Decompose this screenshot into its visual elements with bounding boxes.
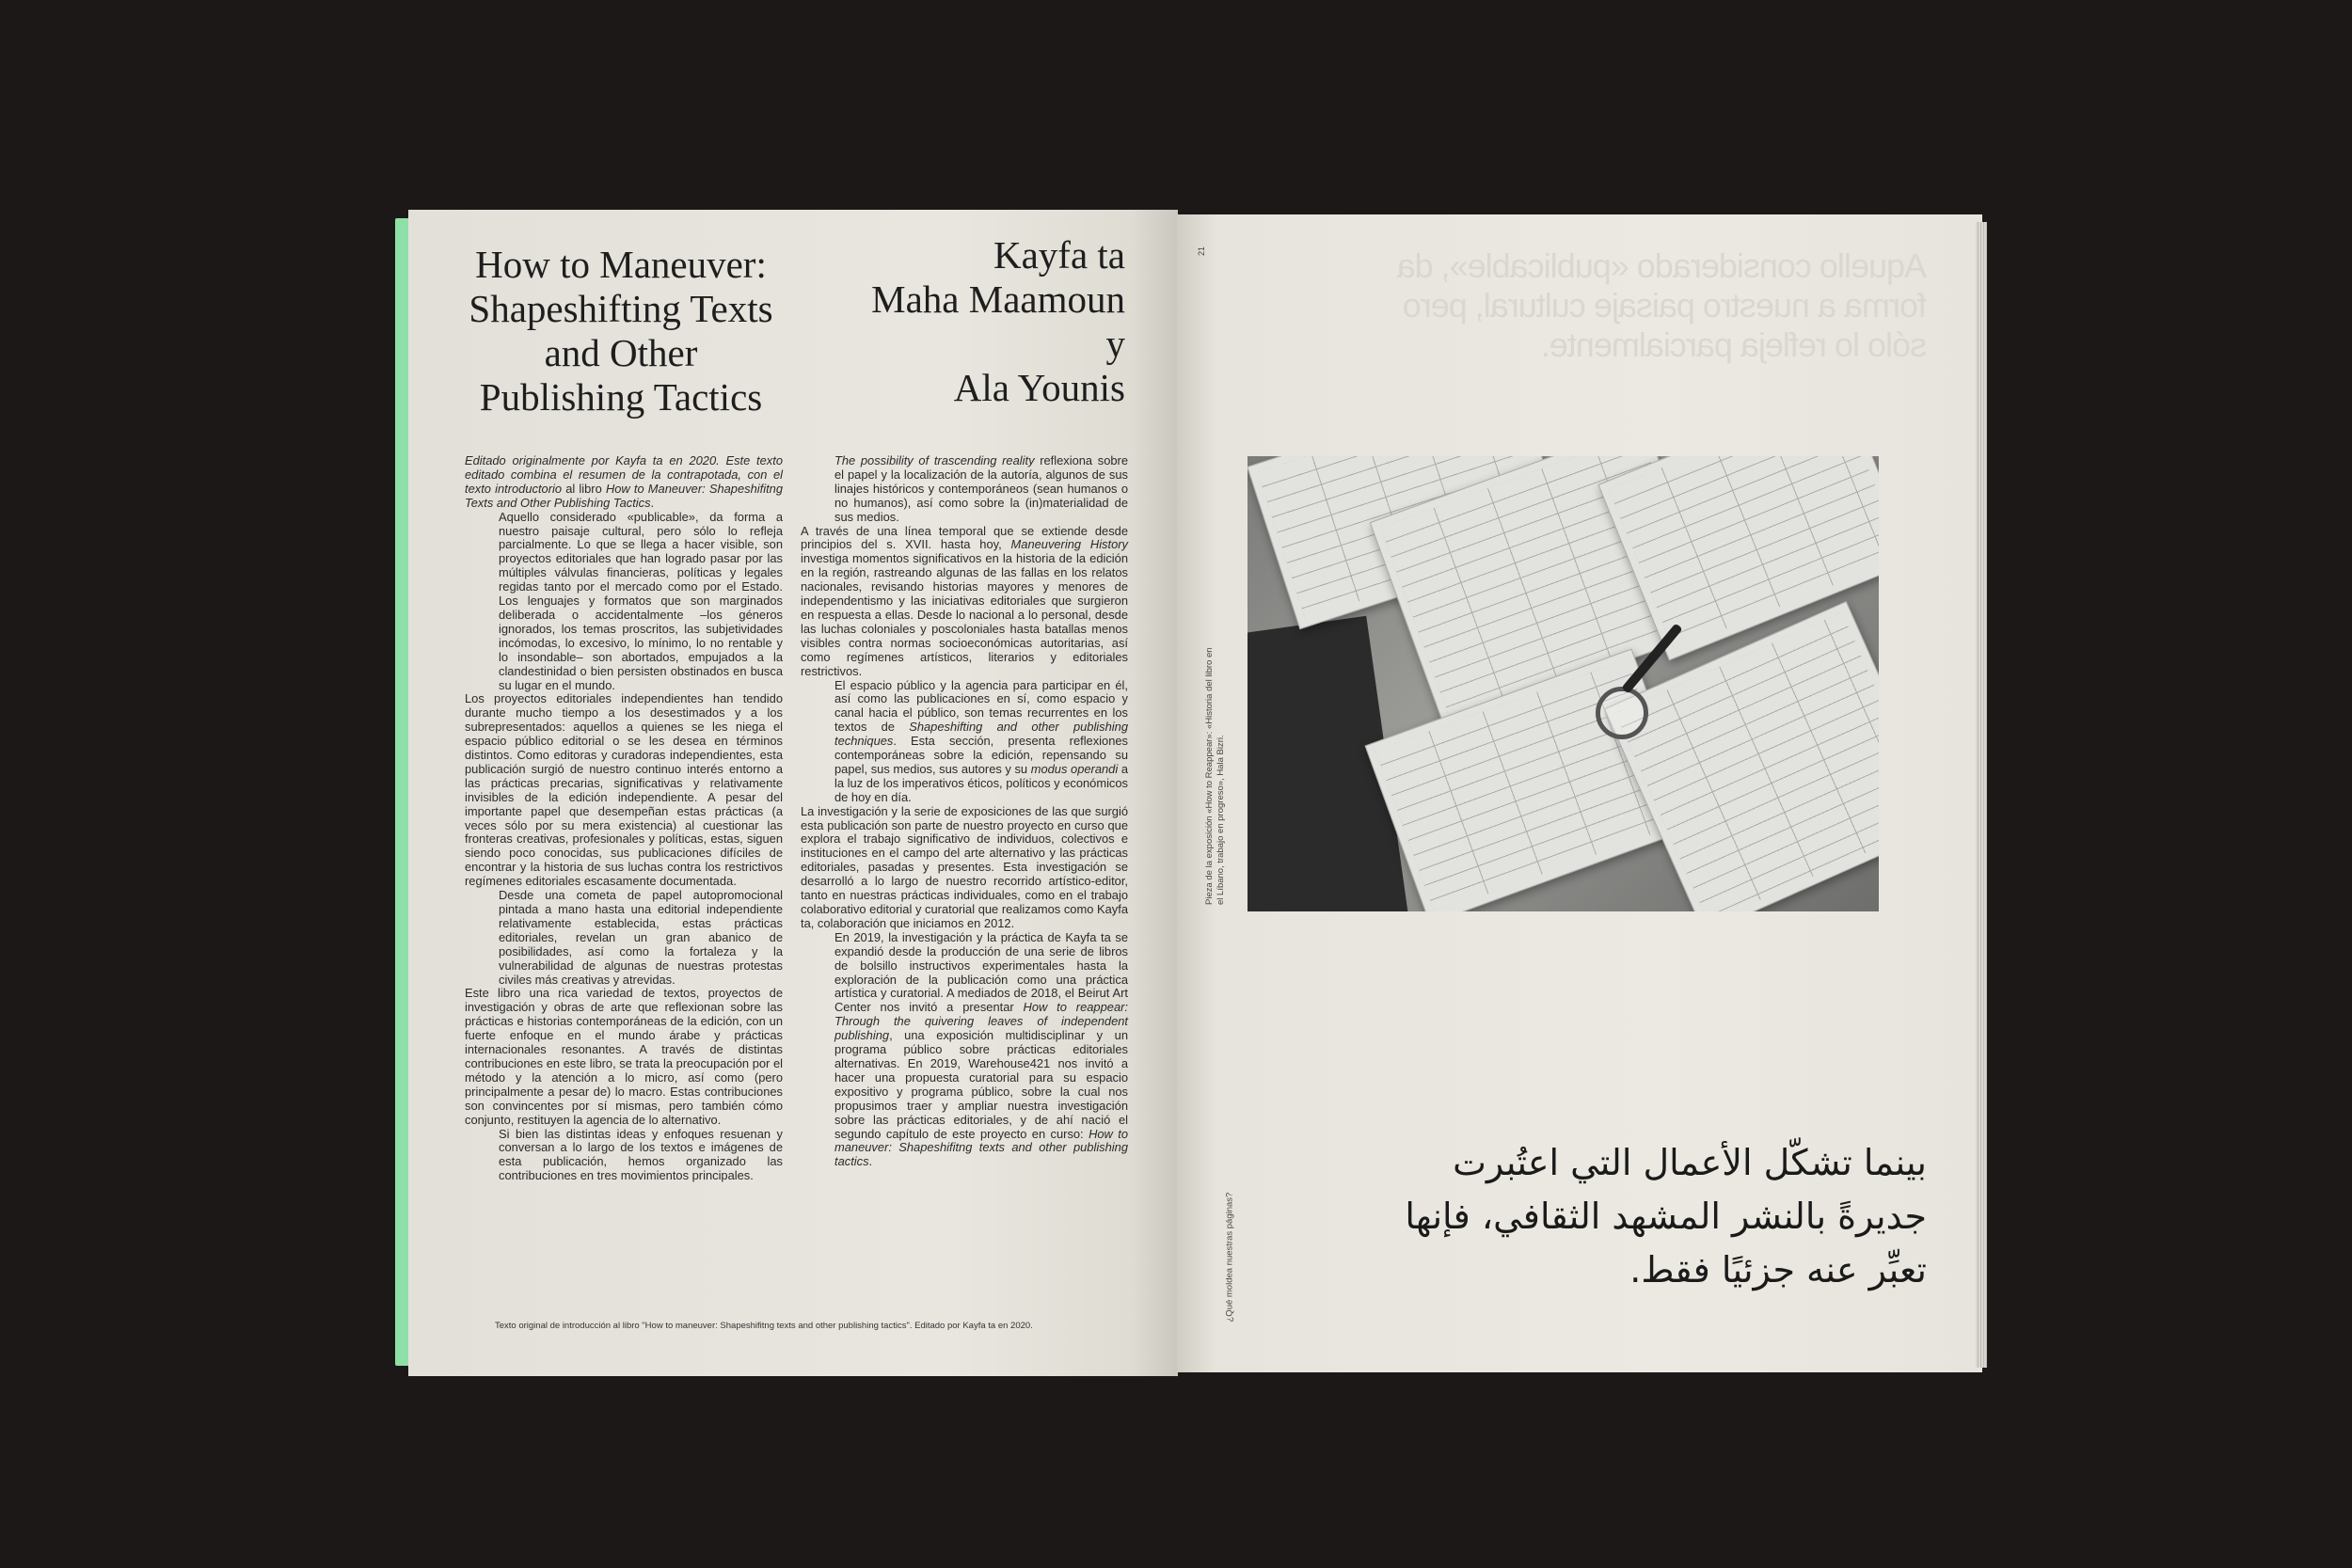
title-line: Shapeshifting Texts bbox=[469, 287, 773, 330]
arabic-pull-quote bbox=[1405, 1136, 1927, 1297]
body-column-right bbox=[801, 454, 1128, 1169]
paragraph bbox=[499, 889, 783, 987]
article-title bbox=[465, 243, 777, 420]
paragraph bbox=[801, 805, 1128, 931]
text: El espacio público y la agencia para participar en él, así como las publicaciones en sí, como espacio y canal hacia el público, son temas recurrentes en los textos de bbox=[834, 677, 1128, 735]
paragraph bbox=[834, 931, 1128, 1169]
paragraph bbox=[834, 454, 1128, 525]
arabic-line: بينما تشكّل الأعمال التي اعتُبرت bbox=[1453, 1142, 1927, 1183]
body-column-left bbox=[465, 454, 783, 1183]
author-line: Maha Maamoun bbox=[871, 277, 1125, 321]
text: . Esta sección, presenta reflexiones contemporáneas sobre la edición, repensando su papel, sus medios, sus autores y su bbox=[834, 734, 1128, 776]
page-stack-edge bbox=[1976, 222, 1987, 1368]
title-line: How to Maneuver: bbox=[475, 243, 767, 286]
italic-text: modus operandi bbox=[1030, 761, 1119, 776]
text: , una exposición multidisciplinar y un programa público sobre prácticas editoriales alternativas. En 2019, Warehouse421 nos invitó a hacer una propuesta curatorial para su espacio expositivo y programa público, sobre la cual nos propusimos traer y ampliar nuestra investigación sobre las prácticas editoriales, y de ahí nació el segundo capítulo de este proyecto en curso: bbox=[834, 1028, 1128, 1141]
italic-text: Maneuvering History bbox=[1010, 537, 1128, 552]
side-question: ¿Qué moldea nuestras páginas? bbox=[1224, 1192, 1235, 1323]
italic-text: How to Maneuver: Shapeshifitng Texts and Other Publishing Tactics bbox=[465, 481, 783, 510]
paragraph bbox=[465, 454, 783, 511]
paragraph bbox=[465, 987, 783, 1127]
author-line: y bbox=[1105, 322, 1125, 365]
italic-text: How to maneuver: Shapeshifitng texts and other publishing tactics bbox=[834, 1126, 1129, 1169]
paragraph bbox=[801, 525, 1128, 679]
text: Si bien las distintas ideas y enfoques resuenan y conversan a lo largo de los textos e imágenes de esta publicación, hemos organizado las contribuciones en tres movimientos principales. bbox=[499, 1126, 783, 1183]
author-line: Kayfa ta bbox=[993, 233, 1125, 277]
paragraph bbox=[499, 1128, 783, 1184]
photo-caption: Pieza de la exposición «How to Reappear»: «Historia del libro en el Líbano, trabajo en progreso», Hala Bizri. bbox=[1204, 647, 1226, 905]
text: Aquello considerado «publicable», da forma a nuestro paisaje cultural, pero sólo lo refleja parcialmente. Lo que se llega a hacer visible, son proyectos editoriales que han logrado pasar por las múltiples válvulas financieras, políticas y legales regidas tanto por el mercado como por el Estado. Los lenguajes y formatos que son marginados deliberada o accidentalmente –los géneros ignorados, los temas proscritos, las subjetividades incómodas, lo excesivo, lo mínimo, lo no rentable y lo insondable– son abortados, empujados a la clandestinidad o bien persisten obstinados en busca su lugar en el mundo. bbox=[499, 509, 783, 692]
arabic-line: تعبِّر عنه جزئيًا فقط. bbox=[1629, 1249, 1927, 1291]
italic-text: Editado originalmente por Kayfa ta en 2020. Este texto editado combina el resumen de la contrapotada, con el texto introductorio bbox=[465, 453, 783, 496]
text: reflexiona sobre el papel y la localización de la autoría, algunos de sus linajes históricos y contemporáneos (sean humanos o no humanos), así como sobre la (in)materialidad de sus medios. bbox=[834, 453, 1128, 524]
author-line: Ala Younis bbox=[953, 366, 1125, 409]
show-through-text: Aquello considerado «publicable», da forma a nuestro paisaje cultural, pero sólo lo refleja parcialmente. bbox=[1397, 246, 1927, 364]
text: Los proyectos editoriales independientes han tendido durante mucho tiempo a los desestimados y a los subrepresentados: aquellos a quienes se les niega el espacio público editorial o se les desea en términos distintos. Como editoras y curadoras independientes, esta publicación surgió de nuestro continuo interés entorno a las prácticas precarias, significativas y relativamente invisibles de la edición independiente. A pesar del importante papel que desempeñan estas prácticas (a veces sólo por su mera existencia) al cuestionar las fronteras creativas, profesionales y políticas, estas, siguen siendo poco conocidas, sus publicaciones difíciles de encontrar y la historia de sus luchas contra los restrictivos regímenes editoriales escasamente documentada. bbox=[465, 691, 783, 889]
text: . bbox=[650, 495, 655, 510]
title-line: Publishing Tactics bbox=[479, 375, 763, 419]
text: al libro bbox=[562, 481, 606, 496]
text: Este libro una rica variedad de textos, proyectos de investigación y obras de arte que reflexionan sobre las prácticas e historias contemporáneas de la edición, con un fuerte enfoque en el mundo árabe y prácticas internacionales resonantes. A través de distintas contribuciones en este libro, se trata la preocupación por el método y la atención a lo micro, así como (pero principalmente a pesar de) lo macro. Estas contribuciones son convincentes por sí mismas, pero también cómo conjunto, restituyen la agencia de lo alternativo. bbox=[465, 986, 783, 1127]
italic-text: Shapeshifting and other publishing techniques bbox=[834, 720, 1128, 749]
text: investiga momentos significativos en la historia de la edición en la región, rastreando algunas de las fallas en los relatos nacionales, revisando historias mayores y menores de independentismo y las iniciativas editoriales que surgieron en respuesta a ellas. Desde lo nacional a lo personal, desde las luchas coloniales y poscoloniales hasta batallas menos visibles contra normas socioeconómicas autoritarias, así como regímenes artísticos, literarios y editoriales restrictivos. bbox=[801, 551, 1128, 678]
text: La investigación y la serie de exposiciones de las que surgió esta publicación son parte de nuestro proyecto en curso que explora el trabajo significativo de individuos, colectivos e instituciones en el campo del arte alternativo y las prácticas editoriales, pasadas y presentes. Esta investigación se desarrolló a lo largo de nuestro recorrido artístico-editor, tanto en nuestras prácticas individuales, como en el trabajo colaborativo editorial y curatorial que realizamos como Kayfa ta, colaboración que iniciamos en 2012. bbox=[801, 803, 1128, 930]
text: En 2019, la investigación y la práctica de Kayfa ta se expandió desde la producción de una serie de libros de bolsillo instructivos experimentales hasta la exploración de la publicación como una práctica artística y curatorial. A mediados de 2018, el Beirut Art Center nos invitó a presentar bbox=[834, 929, 1128, 1015]
paragraph bbox=[465, 692, 783, 889]
paragraph bbox=[499, 511, 783, 693]
article-authors bbox=[828, 233, 1125, 410]
page-number: 21 bbox=[1197, 245, 1207, 257]
title-line: and Other bbox=[544, 331, 698, 374]
text: Desde una cometa de papel autopromocional pintada a mano hasta una editorial independiente relativamente establecida, estas prácticas editoriales, revelan un gran abanico de posibilidades, así como la fortaleza y la vulnerabilidad de algunas de nuestras protestas civiles más creativas y atrevidas. bbox=[499, 888, 783, 987]
text: a la luz de los imperativos éticos, políticos y económicos de hoy en día. bbox=[834, 761, 1128, 804]
paragraph bbox=[834, 679, 1128, 805]
text: . bbox=[868, 1154, 873, 1169]
italic-text: The possibility of trascending reality bbox=[834, 453, 1035, 467]
exhibition-photo bbox=[1248, 456, 1879, 911]
footer-caption: Texto original de introducción al libro "How to maneuver: Shapeshifitng texts and other publishing tactics". Editado por Kayfa ta en 2020. bbox=[495, 1321, 1033, 1331]
text: A través de una línea temporal que se extiende desde principios del s. XVII. hasta hoy, bbox=[801, 523, 1128, 552]
arabic-line: جديرةً بالنشر المشهد الثقافي، فإنها bbox=[1405, 1196, 1927, 1237]
italic-text: How to reappear: Through the quivering leaves of independent publishing bbox=[834, 1000, 1128, 1043]
magnifying-glass-icon bbox=[1596, 687, 1648, 739]
